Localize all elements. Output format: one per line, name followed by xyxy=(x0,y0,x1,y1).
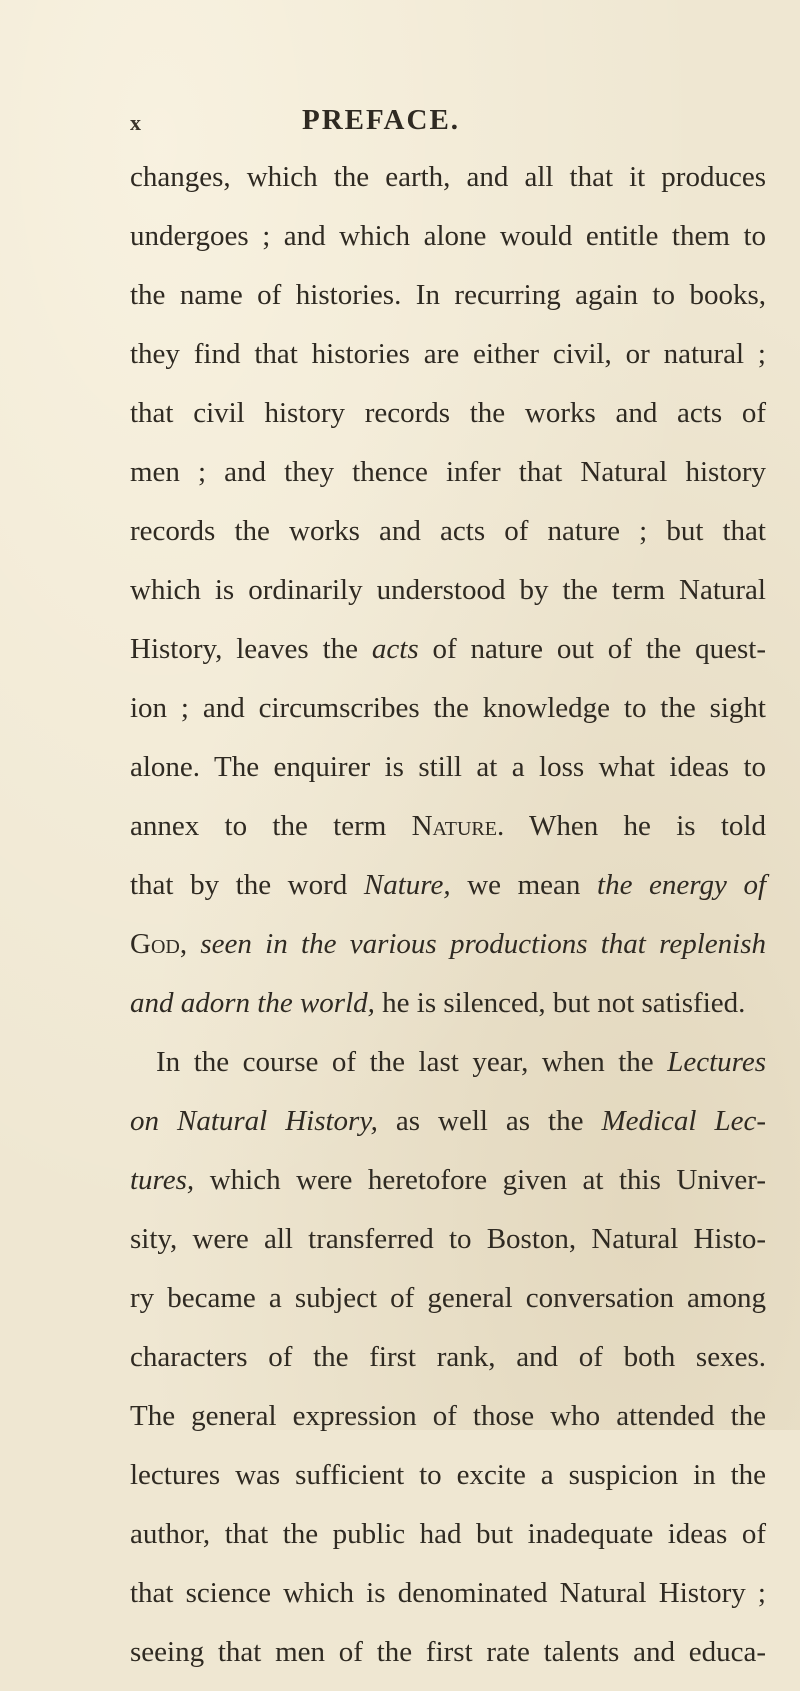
text-segment: The general expression of those who attended the xyxy=(130,1400,766,1432)
text-line xyxy=(130,157,766,216)
text-segment: . When he is told xyxy=(496,810,766,842)
text-segment: alone. The enquirer is still at a loss what ideas to xyxy=(130,751,766,783)
text-line xyxy=(130,924,766,983)
text-segment: author, that the public had but inadequate ideas of xyxy=(130,1518,766,1550)
text-segment: on Natural History, xyxy=(130,1105,378,1137)
text-segment: God xyxy=(130,928,180,960)
text-segment: Lectures xyxy=(667,1046,766,1078)
text-segment: changes, which the earth, and all that it produces xyxy=(130,161,766,193)
running-head: PREFACE. xyxy=(302,104,461,136)
page-header xyxy=(0,104,800,144)
text-segment: lectures was sufficient to excite a suspicion in the xyxy=(130,1459,766,1491)
text-line xyxy=(130,275,766,334)
text-segment: that science which is denominated Natural History ; xyxy=(130,1577,766,1609)
text-segment: History, leaves the xyxy=(130,633,372,665)
text-segment: annex to the term xyxy=(130,810,412,842)
text-segment: men ; and they thence infer that Natural history xyxy=(130,456,766,488)
text-line xyxy=(130,1455,766,1514)
text-segment: seen in the various productions that replenish xyxy=(200,928,766,960)
text-line xyxy=(130,1396,766,1455)
text-segment: ry became a subject of general conversation among xyxy=(130,1282,766,1314)
text-line xyxy=(130,570,766,629)
text-segment: which is ordinarily understood by the term Natural xyxy=(130,574,766,606)
text-segment: the name of histories. In recurring again to books, xyxy=(130,279,766,311)
text-segment: In the course of the last year, when the xyxy=(156,1046,668,1078)
text-line xyxy=(130,983,766,1042)
text-line xyxy=(130,1160,766,1219)
text-line xyxy=(130,1573,766,1632)
text-segment: characters of the first rank, and of both sexes. xyxy=(130,1341,766,1373)
text-segment: which were heretofore given at this Univer- xyxy=(194,1164,766,1196)
text-segment: seeing that men of the first rate talents and educa- xyxy=(130,1636,766,1668)
text-line xyxy=(130,1514,766,1573)
text-line xyxy=(130,511,766,570)
text-segment: they find that histories are either civil, or natural ; xyxy=(130,338,766,370)
text-segment: Nature xyxy=(411,810,497,842)
text-segment: , xyxy=(179,928,201,960)
text-segment: records the works and acts of nature ; but that xyxy=(130,515,766,547)
text-line xyxy=(130,1101,766,1160)
page-number: x xyxy=(130,110,141,135)
text-segment: Medical Lec- xyxy=(601,1105,766,1137)
text-line xyxy=(130,1337,766,1396)
text-segment: the energy of xyxy=(597,869,767,901)
text-line xyxy=(130,747,766,806)
text-line xyxy=(130,865,766,924)
text-segment: ion ; and circumscribes the knowledge to the sight xyxy=(130,692,766,724)
text-segment: as well as the xyxy=(377,1105,602,1137)
text-line xyxy=(130,393,766,452)
text-line xyxy=(130,1042,766,1101)
text-segment: of nature out of the quest- xyxy=(418,633,766,665)
text-segment: acts xyxy=(371,633,419,665)
text-segment: we mean xyxy=(467,869,598,901)
text-line xyxy=(130,452,766,511)
body-text xyxy=(130,157,766,1691)
text-line xyxy=(130,629,766,688)
text-line xyxy=(130,216,766,275)
text-line xyxy=(130,688,766,747)
text-line xyxy=(130,1632,766,1691)
text-segment: sity, were all transferred to Boston, Natural Histo- xyxy=(130,1223,766,1255)
text-line xyxy=(130,1219,766,1278)
text-segment: and adorn the world, xyxy=(130,987,375,1019)
text-segment: tures, xyxy=(130,1164,195,1196)
text-segment: that civil history records the works and acts of xyxy=(130,397,766,429)
text-segment: that by the word xyxy=(130,869,364,901)
text-segment: Nature, xyxy=(363,869,468,901)
text-segment: he is silenced, but not satisfied. xyxy=(374,987,746,1019)
text-line xyxy=(130,1278,766,1337)
text-line xyxy=(130,334,766,393)
text-segment: undergoes ; and which alone would entitle them to xyxy=(130,220,766,252)
text-line xyxy=(130,806,766,865)
